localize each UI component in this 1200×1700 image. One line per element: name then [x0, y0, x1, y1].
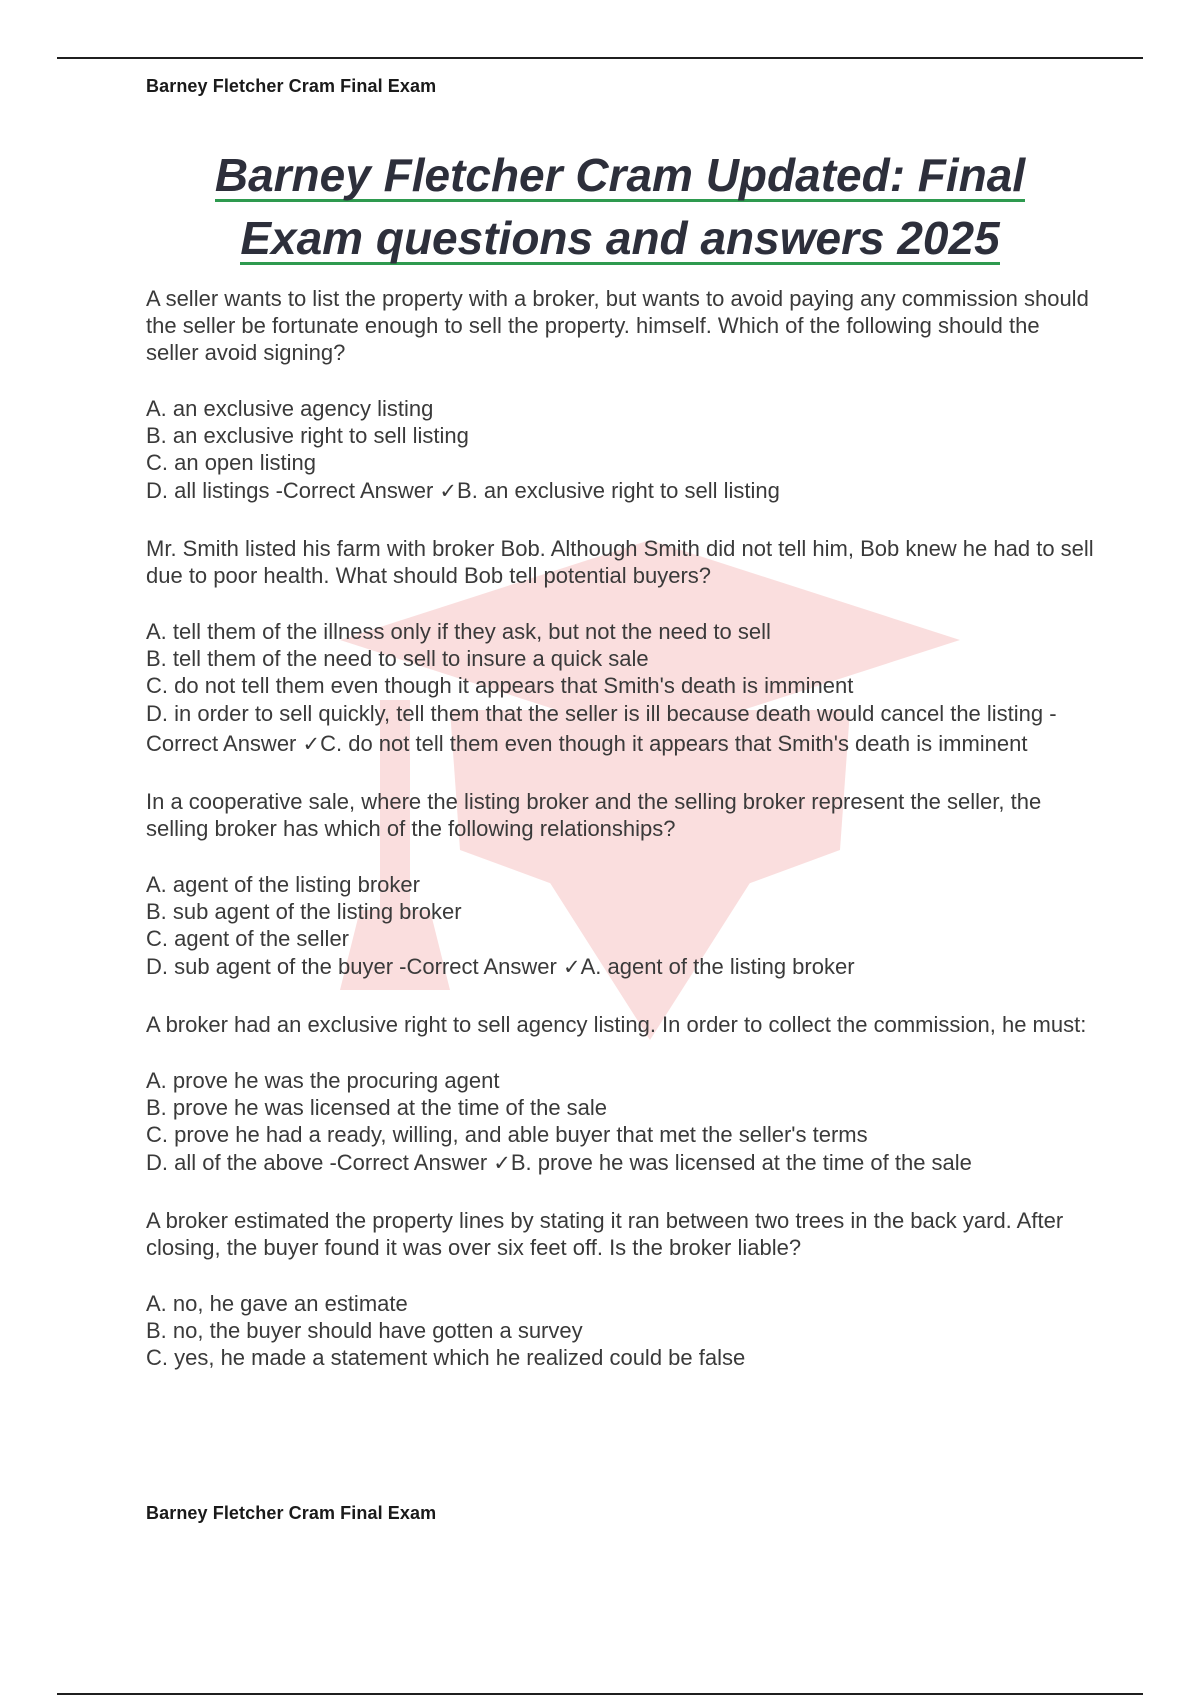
options-list — [146, 871, 1096, 982]
running-footer: Barney Fletcher Cram Final Exam — [146, 1503, 437, 1523]
option-c: C. agent of the seller — [146, 926, 350, 951]
question-block — [146, 1011, 1096, 1178]
exam-content — [146, 285, 1096, 1400]
option-d: D. all of the above -Correct Answer — [146, 1150, 494, 1175]
checkmark-icon: ✓ — [439, 479, 458, 503]
title-line-1: Barney Fletcher Cram Updated: Final — [214, 149, 1026, 201]
title-line-2: Exam questions and answers 2025 — [240, 212, 1000, 264]
option-b: B. an exclusive right to sell listing — [146, 423, 469, 448]
option-b: B. prove he was licensed at the time of the sale — [146, 1095, 608, 1120]
question-block — [146, 285, 1096, 506]
option-c: C. yes, he made a statement which he realized could be false — [146, 1345, 746, 1370]
question-text: Mr. Smith listed his farm with broker Bob. Although Smith did not tell him, Bob knew he had to sell due to poor health. What should Bob tell potential buyers? — [146, 536, 1094, 588]
option-a: A. prove he was the procuring agent — [146, 1068, 500, 1093]
correct-answer: B. an exclusive right to sell listing — [457, 478, 780, 503]
question-block — [146, 788, 1096, 982]
correct-answer: C. do not tell them even though it appears that Smith's death is imminent — [320, 731, 1028, 756]
top-rule — [57, 57, 1143, 59]
question-text: A broker estimated the property lines by stating it ran between two trees in the back yard. After closing, the buyer found it was over six feet off. Is the broker liable? — [146, 1208, 1064, 1260]
options-list — [146, 1067, 1096, 1178]
option-b: B. tell them of the need to sell to insure a quick sale — [146, 646, 649, 671]
option-d: D. sub agent of the buyer -Correct Answer — [146, 954, 563, 979]
question-text: In a cooperative sale, where the listing broker and the selling broker represent the seller, the selling broker has which of the following relationships? — [146, 789, 1042, 841]
options-list — [146, 618, 1096, 759]
option-d-with-answer — [146, 952, 1096, 982]
checkmark-icon: ✓ — [493, 1151, 511, 1175]
question-text: A seller wants to list the property with a broker, but wants to avoid paying any commission should the seller be fortunate enough to sell the property. himself. Which of the following should the seller avoid signing? — [146, 286, 1089, 365]
options-list — [146, 395, 1096, 506]
option-d-with-answer — [146, 1148, 1096, 1178]
option-d-with-answer — [146, 476, 1096, 506]
question-block — [146, 1207, 1096, 1371]
option-b: B. no, the buyer should have gotten a survey — [146, 1318, 583, 1343]
checkmark-icon: ✓ — [562, 955, 581, 979]
option-c: C. do not tell them even though it appears that Smith's death is imminent — [146, 673, 854, 698]
option-a: A. an exclusive agency listing — [146, 396, 434, 421]
options-list — [146, 1290, 1096, 1371]
option-c: C. prove he had a ready, willing, and able buyer that met the seller's terms — [146, 1122, 868, 1147]
running-header: Barney Fletcher Cram Final Exam — [146, 76, 437, 96]
option-d: D. all listings -Correct Answer — [146, 478, 440, 503]
question-text: A broker had an exclusive right to sell agency listing. In order to collect the commission, he must: — [146, 1012, 1087, 1037]
option-c: C. an open listing — [146, 450, 316, 475]
bottom-rule — [57, 1693, 1143, 1695]
correct-answer: A. agent of the listing broker — [580, 954, 855, 979]
option-b: B. sub agent of the listing broker — [146, 899, 462, 924]
option-d: D. in order to sell quickly, tell them that the seller is ill because death would cancel the listing -Correct Answer — [146, 701, 1057, 756]
option-a: A. no, he gave an estimate — [146, 1291, 408, 1316]
checkmark-icon: ✓ — [302, 732, 321, 756]
correct-answer: B. prove he was licensed at the time of the sale — [510, 1150, 972, 1175]
option-d-with-answer — [146, 699, 1096, 759]
question-block — [146, 535, 1096, 759]
document-title — [146, 147, 1094, 273]
option-a: A. agent of the listing broker — [146, 872, 420, 897]
option-a: A. tell them of the illness only if they ask, but not the need to sell — [146, 619, 771, 644]
